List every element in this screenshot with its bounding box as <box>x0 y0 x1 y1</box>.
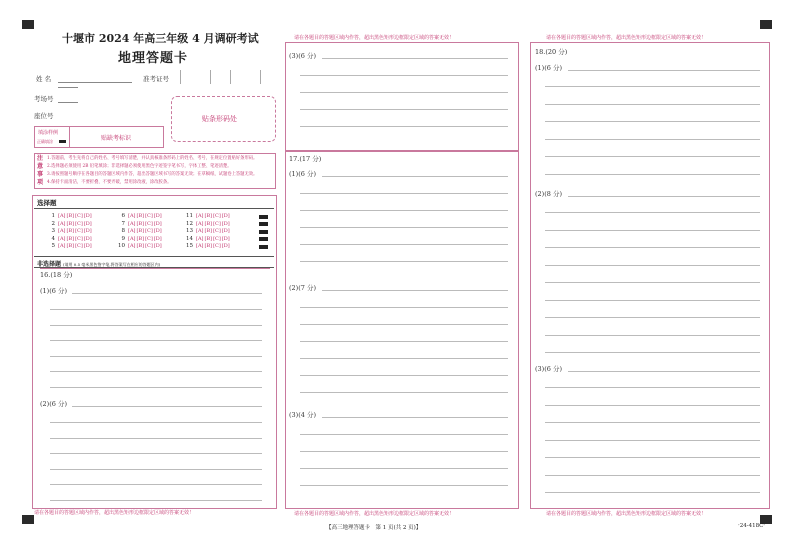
warning-left: 请在各题目的答题区域内作答，超出黑色矩形边框限定区域的答案无效！ <box>34 510 195 516</box>
mcq-bubble-3-a[interactable]: [A] <box>58 228 66 234</box>
timing-mark <box>259 230 268 234</box>
mcq-question-8 <box>116 228 163 234</box>
mcq-number: 14 <box>186 235 193 242</box>
mcq-bubble-8-c[interactable]: [C] <box>145 228 153 234</box>
mcq-question-9 <box>116 236 163 242</box>
answer-line[interactable] <box>300 75 508 76</box>
answer-line[interactable] <box>300 358 508 359</box>
mcq-question-13 <box>184 228 231 234</box>
mcq-bubble-2-a[interactable]: [A] <box>58 220 66 227</box>
answer-line[interactable] <box>300 92 508 93</box>
answer-line[interactable] <box>300 126 508 127</box>
page-subtitle: 地理答题卡 <box>118 51 189 66</box>
mcq-bubble-8-d[interactable]: [D] <box>153 228 162 234</box>
answer-line[interactable] <box>50 309 262 310</box>
answer-line[interactable] <box>545 475 760 476</box>
nonmcq-note: (请用 0.5 毫米黑色签字笔,将答案写在相应的答题区内) <box>62 262 161 267</box>
mcq-number: 4 <box>51 235 55 242</box>
mcq-question-10 <box>116 243 163 249</box>
mcq-bubble-2-c[interactable]: [C] <box>75 220 83 227</box>
mcq-bubble-12-b[interactable]: [B] <box>204 220 213 227</box>
mcq-bubble-5-a[interactable]: [A] <box>58 243 66 249</box>
answer-line[interactable] <box>50 453 262 454</box>
answer-line[interactable] <box>300 193 508 194</box>
mcq-bubble-7-c[interactable]: [C] <box>145 220 153 227</box>
footer-code: ·24-418C· <box>738 523 766 529</box>
q17-part2-label: (2)(7 分) <box>289 284 316 292</box>
q18-part1-label: (1)(6 分) <box>535 64 562 72</box>
answer-line[interactable] <box>545 247 760 248</box>
mcq-bubble-5-b[interactable]: [B] <box>66 243 75 249</box>
mcq-bubble-3-b[interactable]: [B] <box>66 228 75 234</box>
mcq-bubble-15-a[interactable]: [A] <box>196 243 204 249</box>
mcq-number: 8 <box>121 228 125 234</box>
seat-label: 座位号 <box>34 112 54 120</box>
timing-mark <box>259 245 268 249</box>
mcq-bubble-6-c[interactable]: [C] <box>145 213 153 219</box>
note-item: 1.答题前，考生先将自己的姓名、考号填写清楚，并认真核准条形码上的姓名、考号，在规定位置贴好条形码。 <box>47 156 258 161</box>
answer-line[interactable] <box>545 139 760 140</box>
q17-panel <box>285 151 519 509</box>
mcq-bubble-10-d[interactable]: [D] <box>153 243 162 249</box>
mcq-bubble-4-b[interactable]: [B] <box>66 235 75 242</box>
mcq-bubble-11-c[interactable]: [C] <box>213 213 221 219</box>
mcq-bubble-1-a[interactable]: [A] <box>58 213 66 219</box>
q17-part3-label: (3)(4 分) <box>289 411 316 419</box>
answer-line[interactable] <box>50 371 262 372</box>
mcq-number: 3 <box>51 228 55 234</box>
q16-part1-label: (1)(6 分) <box>40 287 67 295</box>
answer-line[interactable] <box>300 261 508 262</box>
q16-part3-label: (3)(6 分) <box>289 52 316 60</box>
answer-line[interactable] <box>545 335 760 336</box>
answer-line[interactable] <box>545 457 760 458</box>
mcq-bubble-7-a[interactable]: [A] <box>128 220 136 227</box>
mcq-bubble-9-b[interactable]: [B] <box>136 235 145 242</box>
mcq-bubble-1-b[interactable]: [B] <box>66 213 75 219</box>
mcq-number: 5 <box>51 243 55 249</box>
answer-line[interactable] <box>50 500 262 501</box>
admission-number-boxes[interactable] <box>172 70 268 84</box>
mcq-bubble-14-c[interactable]: [C] <box>213 235 221 242</box>
answer-line[interactable] <box>545 492 760 493</box>
mcq-bubble-3-d[interactable]: [D] <box>83 228 92 234</box>
warning-right-bottom: 请在各题目的答题区域内作答，超出黑色矩形边框限定区域的答案无效！ <box>546 511 707 517</box>
mcq-bubble-6-b[interactable]: [B] <box>136 213 145 219</box>
mcq-question-7 <box>116 221 163 227</box>
mcq-bubble-12-c[interactable]: [C] <box>213 220 221 227</box>
exam-room-field[interactable] <box>58 102 78 103</box>
mcq-question-6 <box>116 213 163 219</box>
answer-line[interactable] <box>545 156 760 157</box>
q18-title: 18.(20 分) <box>535 48 568 56</box>
answer-line[interactable] <box>300 375 508 376</box>
registration-mark-top-left <box>22 20 34 29</box>
footer-page-text: 【高三地理答题卡 第 1 页(共 2 页)】 <box>326 525 422 531</box>
answer-line[interactable] <box>300 227 508 228</box>
name-field[interactable] <box>58 82 132 83</box>
answer-line[interactable] <box>545 230 760 231</box>
mcq-bubble-13-b[interactable]: [B] <box>204 228 213 234</box>
exam-room-label: 考场号 <box>34 95 54 103</box>
mcq-number: 1 <box>51 213 55 219</box>
mcq-bubble-6-a[interactable]: [A] <box>128 213 136 219</box>
q17-part1-label: (1)(6 分) <box>289 170 316 178</box>
answer-line[interactable] <box>545 387 760 388</box>
mcq-bubble-13-a[interactable]: [A] <box>196 228 204 234</box>
warning-middle-bottom: 请在各题目的答题区域内作答，超出黑色矩形边框限定区域的答案无效！ <box>294 511 455 517</box>
mcq-bubble-3-c[interactable]: [C] <box>75 228 83 234</box>
mcq-question-1 <box>46 213 93 219</box>
mcq-bubble-10-b[interactable]: [B] <box>136 243 145 249</box>
mcq-bubble-10-c[interactable]: [C] <box>145 243 153 249</box>
mcq-bubble-1-c[interactable]: [C] <box>75 213 83 219</box>
answer-line[interactable] <box>300 468 508 469</box>
timing-mark <box>259 237 268 241</box>
nonmcq-title: 非选择题 <box>37 261 62 268</box>
answer-line[interactable] <box>545 174 760 175</box>
answer-line[interactable] <box>50 438 262 439</box>
q16-part2-label: (2)(6 分) <box>40 400 67 408</box>
q16-title: 16.(18 分) <box>40 271 73 279</box>
note-item: 2.选择题必须使用 2B 铅笔填涂；非选择题必须使用黑色字迹签字笔书写，字体工整、笔迹清楚。 <box>47 164 232 169</box>
mcq-bubble-2-d[interactable]: [D] <box>83 220 92 227</box>
mcq-question-15 <box>184 243 231 249</box>
barcode-area: 贴条形码处 <box>171 96 276 142</box>
answer-line[interactable] <box>545 422 760 423</box>
note-item: 3.请按照题号顺序在各题目的答题区域内作答，超出答题区域书写的答案无效；在草稿纸、试题卷上答题无效。 <box>47 172 258 177</box>
answer-line[interactable] <box>300 307 508 308</box>
mcq-question-2 <box>46 221 93 227</box>
mcq-bubble-4-c[interactable]: [C] <box>75 235 83 242</box>
timing-mark <box>259 222 268 226</box>
mcq-bubble-9-a[interactable]: [A] <box>128 235 136 242</box>
note-item: 4.保持卡面清洁，不要折叠、不要弄破，禁用涂改液，涂改胶条。 <box>47 180 172 185</box>
answer-line[interactable] <box>50 325 262 326</box>
answer-line[interactable] <box>300 244 508 245</box>
mcq-bubble-15-c[interactable]: [C] <box>213 243 221 249</box>
mcq-question-14 <box>184 236 231 242</box>
answer-line[interactable] <box>545 300 760 301</box>
notes-box <box>34 153 276 189</box>
answer-line[interactable] <box>50 340 262 341</box>
q17-title: 17.(17 分) <box>289 155 322 163</box>
answer-line[interactable] <box>545 317 760 318</box>
mcq-bubble-8-b[interactable]: [B] <box>136 228 145 234</box>
mcq-bubble-9-c[interactable]: [C] <box>145 235 153 242</box>
admission-label: 准考证号 <box>143 75 169 83</box>
answer-line[interactable] <box>545 352 760 353</box>
answer-line[interactable] <box>50 422 262 423</box>
mcq-bubble-4-a[interactable]: [A] <box>58 235 66 242</box>
mcq-number: 2 <box>51 220 55 227</box>
mcq-question-5 <box>46 243 93 249</box>
answer-line[interactable] <box>300 434 508 435</box>
mcq-bubble-15-d[interactable]: [D] <box>221 243 230 249</box>
mcq-question-3 <box>46 228 93 234</box>
answer-line[interactable] <box>545 212 760 213</box>
q18-part2-label: (2)(8 分) <box>535 190 562 198</box>
mcq-bubble-5-d[interactable]: [D] <box>83 243 92 249</box>
mcq-bubble-12-d[interactable]: [D] <box>221 220 230 227</box>
mcq-bubble-14-a[interactable]: [A] <box>196 235 204 242</box>
mcq-question-12 <box>184 221 231 227</box>
mcq-bubble-12-a[interactable]: [A] <box>196 220 204 227</box>
warning-middle-top: 请在各题目的答题区域内作答，超出黑色矩形边框限定区域的答案无效！ <box>294 35 455 41</box>
answer-line[interactable] <box>300 485 508 486</box>
answer-line[interactable] <box>300 109 508 110</box>
mcq-bubble-13-c[interactable]: [C] <box>213 228 221 234</box>
answer-line[interactable] <box>545 265 760 266</box>
mcq-bubble-2-b[interactable]: [B] <box>66 220 75 227</box>
mcq-question-4 <box>46 236 93 242</box>
mcq-bubble-15-b[interactable]: [B] <box>204 243 213 249</box>
mcq-title: 选择题 <box>37 199 57 207</box>
mcq-bubble-9-d[interactable]: [D] <box>153 235 162 242</box>
mcq-bubble-8-a[interactable]: [A] <box>128 228 136 234</box>
answer-line[interactable] <box>50 356 262 357</box>
answer-line[interactable] <box>545 282 760 283</box>
mcq-bubble-4-d[interactable]: [D] <box>83 235 92 242</box>
fill-example-mark <box>59 140 66 143</box>
mcq-bubble-11-a[interactable]: [A] <box>196 213 204 219</box>
mcq-number: 13 <box>186 228 193 234</box>
mcq-number: 12 <box>186 220 193 227</box>
answer-line[interactable] <box>545 104 760 105</box>
mcq-number: 11 <box>186 213 193 219</box>
page-title: 十堰市 2024 年高三年级 4 月调研考试 <box>62 32 259 45</box>
mcq-bubble-10-a[interactable]: [A] <box>128 243 136 249</box>
timing-mark <box>259 215 268 219</box>
registration-mark-top-right <box>760 20 772 29</box>
q18-part3-label: (3)(6 分) <box>535 365 562 373</box>
mcq-bubble-6-d[interactable]: [D] <box>153 213 162 219</box>
answer-line[interactable] <box>300 324 508 325</box>
answer-line[interactable] <box>300 392 508 393</box>
answer-line[interactable] <box>545 86 760 87</box>
answer-line[interactable] <box>300 341 508 342</box>
mcq-bubble-11-d[interactable]: [D] <box>221 213 230 219</box>
mcq-question-11 <box>184 213 231 219</box>
mcq-bubble-14-b[interactable]: [B] <box>204 235 213 242</box>
mcq-bubble-14-d[interactable]: [D] <box>221 235 230 242</box>
warning-right-top: 请在各题目的答题区域内作答，超出黑色矩形边框限定区域的答案无效！ <box>546 35 707 41</box>
name-label: 姓 名 <box>36 75 52 83</box>
answer-line[interactable] <box>300 210 508 211</box>
answer-line[interactable] <box>545 405 760 406</box>
mcq-number: 9 <box>121 235 125 242</box>
notes-heading: 注 意 事 项 <box>36 155 43 186</box>
mcq-bubble-5-c[interactable]: [C] <box>75 243 83 249</box>
fill-example-box: 填涂样例 正确填涂 贴缺考标识 <box>34 126 164 148</box>
answer-line[interactable] <box>545 440 760 441</box>
mcq-bubble-7-b[interactable]: [B] <box>136 220 145 227</box>
mcq-number: 15 <box>186 243 193 249</box>
registration-mark-bottom-left <box>22 515 34 524</box>
answer-line[interactable] <box>300 451 508 452</box>
mcq-bubble-13-d[interactable]: [D] <box>221 228 230 234</box>
answer-line[interactable] <box>50 469 262 470</box>
mcq-bubble-11-b[interactable]: [B] <box>204 213 213 219</box>
answer-line[interactable] <box>545 121 760 122</box>
mcq-number: 7 <box>121 220 125 227</box>
answer-line[interactable] <box>50 387 262 388</box>
mcq-bubble-1-d[interactable]: [D] <box>83 213 92 219</box>
answer-line[interactable] <box>50 484 262 485</box>
mcq-number: 10 <box>118 243 125 249</box>
mcq-number: 6 <box>121 213 125 219</box>
mcq-bubble-7-d[interactable]: [D] <box>153 220 162 227</box>
